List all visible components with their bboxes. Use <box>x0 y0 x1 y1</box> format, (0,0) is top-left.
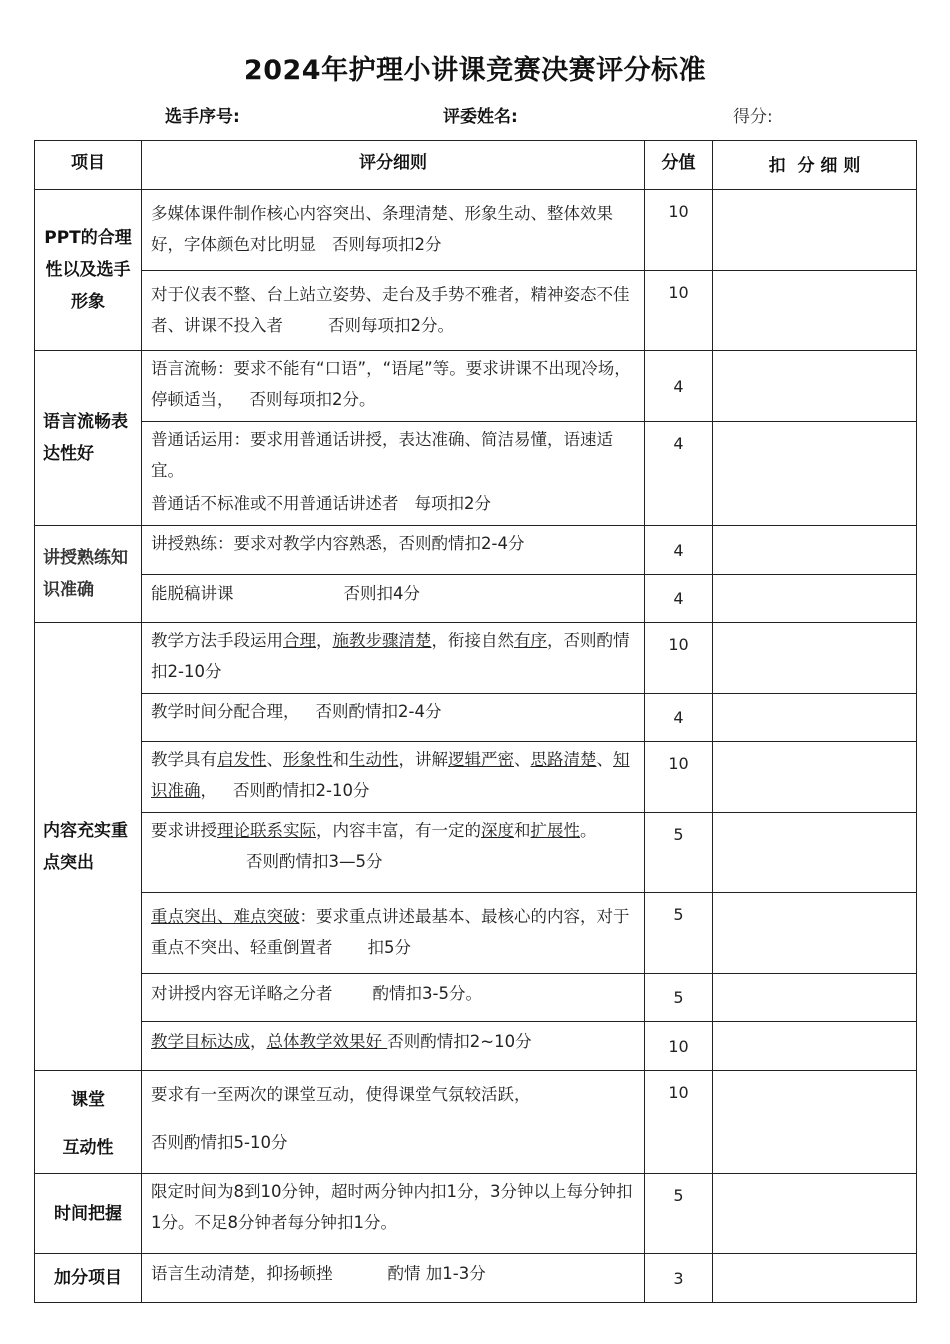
points-cell: 5 <box>645 974 713 1022</box>
criteria-cell: 能脱稿讲课 否则扣4分 <box>142 575 645 623</box>
scoring-table <box>34 140 917 1303</box>
category-ppt: PPT的合理性以及选手形象 <box>35 190 142 351</box>
criteria-cell: 对讲授内容无详略之分者 酌情扣3-5分。 <box>142 974 645 1022</box>
criteria-cell: 要求讲授理论联系实际，内容丰富，有一定的深度和扩展性。否则酌情扣3—5分 <box>142 813 645 893</box>
criteria-cell: 语言流畅：要求不能有“口语”，“语尾”等。要求讲课不出现冷场，停顿适当， 否则每项扣2分。 <box>142 351 645 422</box>
table-row <box>35 742 917 813</box>
criteria-cell: 语言生动清楚，抑扬顿挫 酌情 加1-3分 <box>142 1254 645 1303</box>
header-criteria: 评分细则 <box>142 141 645 190</box>
deduction-cell[interactable] <box>713 271 917 351</box>
deduction-cell[interactable] <box>713 190 917 271</box>
points-cell: 10 <box>645 623 713 694</box>
deduction-cell[interactable] <box>713 526 917 575</box>
table-row <box>35 190 917 271</box>
deduction-cell[interactable] <box>713 575 917 623</box>
table-row <box>35 351 917 422</box>
points-cell: 10 <box>645 742 713 813</box>
category-time: 时间把握 <box>35 1174 142 1254</box>
category-interaction: 课堂 互动性 <box>35 1071 142 1174</box>
points-cell: 10 <box>645 1071 713 1174</box>
judge-name-label: 评委姓名: <box>443 107 518 127</box>
criteria-cell: 多媒体课件制作核心内容突出、条理清楚、形象生动、整体效果好，字体颜色对比明显 否则每项扣2分 <box>142 190 645 271</box>
score-label: 得分: <box>733 107 773 127</box>
table-row <box>35 694 917 742</box>
criteria-cell: 教学目标达成，总体教学效果好 否则酌情扣2~10分 <box>142 1022 645 1071</box>
header-item: 项目 <box>35 141 142 190</box>
criteria-cell: 要求有一至两次的课堂互动，使得课堂气氛较活跃， 否则酌情扣5-10分 <box>142 1071 645 1174</box>
table-header-row <box>35 141 917 190</box>
table-row <box>35 1022 917 1071</box>
category-language: 语言流畅表达性好 <box>35 351 142 526</box>
deduction-cell[interactable] <box>713 694 917 742</box>
contestant-number-label: 选手序号: <box>165 107 240 127</box>
points-cell: 5 <box>645 893 713 974</box>
points-cell: 4 <box>645 526 713 575</box>
page-title: 2024年护理小讲课竞赛决赛评分标准 <box>243 55 707 86</box>
criteria-cell: 讲授熟练：要求对教学内容熟悉，否则酌情扣2-4分 <box>142 526 645 575</box>
deduction-cell[interactable] <box>713 422 917 526</box>
table-row <box>35 526 917 575</box>
table-row <box>35 271 917 351</box>
table-row <box>35 893 917 974</box>
deduction-cell[interactable] <box>713 1022 917 1071</box>
deduction-cell[interactable] <box>713 742 917 813</box>
category-bonus: 加分项目 <box>35 1254 142 1303</box>
points-cell: 4 <box>645 694 713 742</box>
criteria-cell: 重点突出、难点突破：要求重点讲述最基本、最核心的内容，对于重点不突出、轻重倒置者 扣5分 <box>142 893 645 974</box>
header-deductions: 扣 分 细 则 <box>713 141 917 190</box>
points-cell: 10 <box>645 1022 713 1071</box>
deduction-cell[interactable] <box>713 1174 917 1254</box>
deduction-cell[interactable] <box>713 974 917 1022</box>
category-content: 内容充实重点突出 <box>35 623 142 1071</box>
header-points: 分值 <box>645 141 713 190</box>
table-row <box>35 813 917 893</box>
criteria-cell: 教学时间分配合理， 否则酌情扣2-4分 <box>142 694 645 742</box>
table-row <box>35 1254 917 1303</box>
points-cell: 4 <box>645 575 713 623</box>
points-cell: 5 <box>645 813 713 893</box>
criteria-cell: 教学具有启发性、形象性和生动性，讲解逻辑严密、思路清楚、知识准确， 否则酌情扣2-10分 <box>142 742 645 813</box>
points-cell: 4 <box>645 422 713 526</box>
deduction-cell[interactable] <box>713 893 917 974</box>
deduction-cell[interactable] <box>713 351 917 422</box>
deduction-cell[interactable] <box>713 623 917 694</box>
deduction-cell[interactable] <box>713 1254 917 1303</box>
table-row <box>35 974 917 1022</box>
category-skill: 讲授熟练知识准确 <box>35 526 142 623</box>
table-row <box>35 575 917 623</box>
criteria-cell: 普通话运用：要求用普通话讲授，表达准确、简洁易懂，语速适宜。 普通话不标准或不用普通话讲述者 每项扣2分 <box>142 422 645 526</box>
points-cell: 10 <box>645 190 713 271</box>
table-row <box>35 422 917 526</box>
deduction-cell[interactable] <box>713 1071 917 1174</box>
points-cell: 5 <box>645 1174 713 1254</box>
table-row <box>35 1071 917 1174</box>
criteria-cell: 限定时间为8到10分钟，超时两分钟内扣1分，3分钟以上每分钟扣1分。不足8分钟者每分钟扣1分。 <box>142 1174 645 1254</box>
criteria-cell: 对于仪表不整、台上站立姿势、走台及手势不雅者，精神姿态不佳者、讲课不投入者 否则每项扣2分。 <box>142 271 645 351</box>
points-cell: 10 <box>645 271 713 351</box>
deduction-cell[interactable] <box>713 813 917 893</box>
points-cell: 3 <box>645 1254 713 1303</box>
table-row <box>35 623 917 694</box>
criteria-cell: 教学方法手段运用合理，施教步骤清楚，衔接自然有序，否则酌情扣2-10分 <box>142 623 645 694</box>
points-cell: 4 <box>645 351 713 422</box>
table-row <box>35 1174 917 1254</box>
